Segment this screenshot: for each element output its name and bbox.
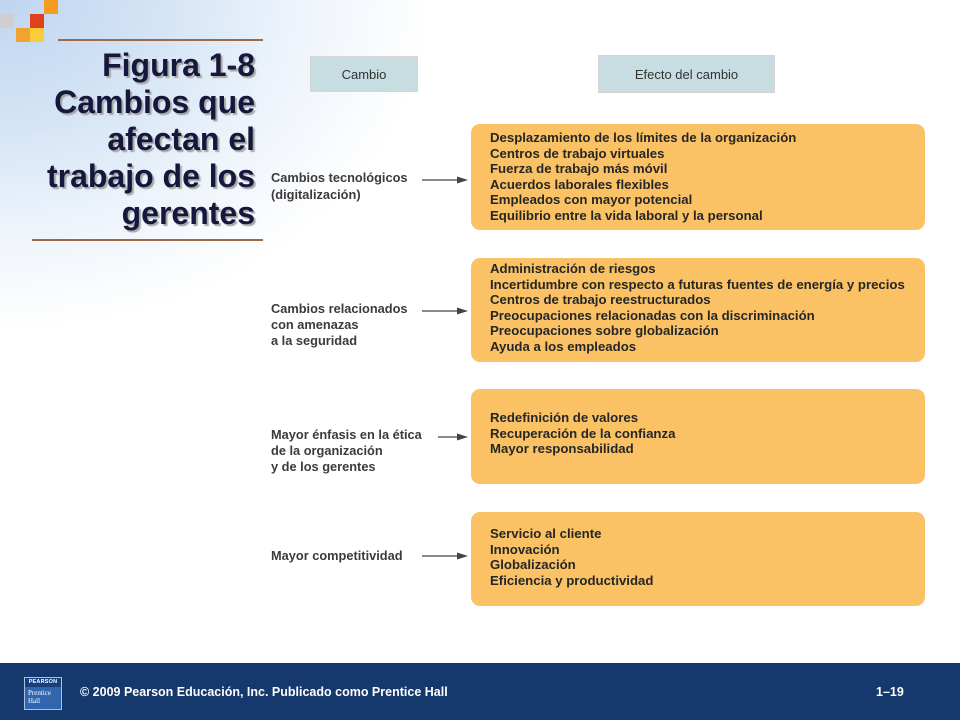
effect-item: Eficiencia y productividad (490, 572, 654, 588)
arrow-right-icon (422, 305, 470, 317)
effect-item: Ayuda a los empleados (490, 338, 637, 354)
change-label-line: Cambios tecnológicos (271, 170, 408, 185)
copyright-text: © 2009 Pearson Educación, Inc. Publicado como Prentice Hall (80, 685, 448, 699)
effect-box (471, 258, 925, 362)
pearson-logo (24, 677, 62, 710)
logo-line: Prentice (28, 689, 51, 697)
effect-item: Empleados con mayor potencial (490, 192, 693, 207)
change-label-line: Cambios relacionados (271, 301, 408, 316)
title-line: trabajo de los (46, 158, 255, 194)
effect-item: Desplazamiento de los límites de la organización (490, 130, 797, 145)
effect-item: Acuerdos laborales flexibles (490, 176, 669, 192)
change-label-line: Mayor énfasis en la ética (271, 427, 422, 442)
effect-item: Preocupaciones relacionadas con la discriminación (490, 307, 815, 323)
header-effect: Efecto del cambio (598, 55, 775, 93)
arrow-right-icon (422, 550, 470, 562)
effect-item: Administración de riesgos (490, 261, 656, 276)
title-line: Cambios que (54, 84, 255, 120)
effect-item: Servicio al cliente (490, 526, 602, 541)
decorative-square (30, 28, 44, 42)
effect-item: Redefinición de valores (490, 410, 639, 425)
effect-item: Centros de trabajo reestructurados (490, 292, 711, 307)
decorative-square (44, 0, 58, 14)
effect-item: Equilibrio entre la vida laboral y la personal (490, 207, 763, 223)
slide-title (47, 47, 255, 232)
title-line: Figura 1-8 (102, 47, 255, 83)
arrow-right-icon (438, 431, 470, 443)
decorative-square (0, 14, 14, 28)
arrow-right-icon (422, 174, 470, 186)
change-label-line: Mayor competitividad (271, 548, 403, 563)
effect-item: Fuerza de trabajo más móvil (490, 161, 668, 176)
effect-item: Incertidumbre con respecto a futuras fuentes de energía y precios (490, 276, 905, 292)
effect-box (471, 124, 925, 230)
logo-bottom-text (25, 687, 61, 705)
effect-item: Innovación (490, 541, 560, 557)
change-label-line: (digitalización) (271, 187, 361, 202)
decorative-square (16, 28, 30, 42)
effect-item: Mayor responsabilidad (490, 441, 634, 456)
header-change: Cambio (310, 56, 418, 92)
change-label (271, 169, 408, 203)
page-number: 1–19 (876, 685, 904, 699)
change-label-line: de la organización (271, 443, 383, 458)
effect-item: Recuperación de la confianza (490, 425, 676, 441)
change-label-line: a la seguridad (271, 333, 358, 348)
change-label-line: con amenazas (271, 317, 359, 332)
title-rule-top (58, 39, 263, 41)
change-label (271, 548, 403, 564)
effect-box (471, 389, 925, 484)
effect-item: Globalización (490, 557, 576, 572)
effect-item: Centros de trabajo virtuales (490, 145, 665, 161)
title-line: gerentes (121, 195, 255, 231)
change-label (271, 301, 408, 349)
decorative-square (30, 14, 44, 28)
effect-item: Preocupaciones sobre globalización (490, 323, 719, 338)
footer-bar (0, 663, 960, 720)
change-label (271, 427, 422, 475)
logo-line: Hall (28, 697, 41, 705)
title-rule-bottom (32, 239, 263, 241)
effect-box (471, 512, 925, 606)
title-line: afectan el (107, 121, 255, 157)
change-label-line: y de los gerentes (271, 459, 376, 474)
logo-top-text: PEARSON (25, 678, 61, 687)
